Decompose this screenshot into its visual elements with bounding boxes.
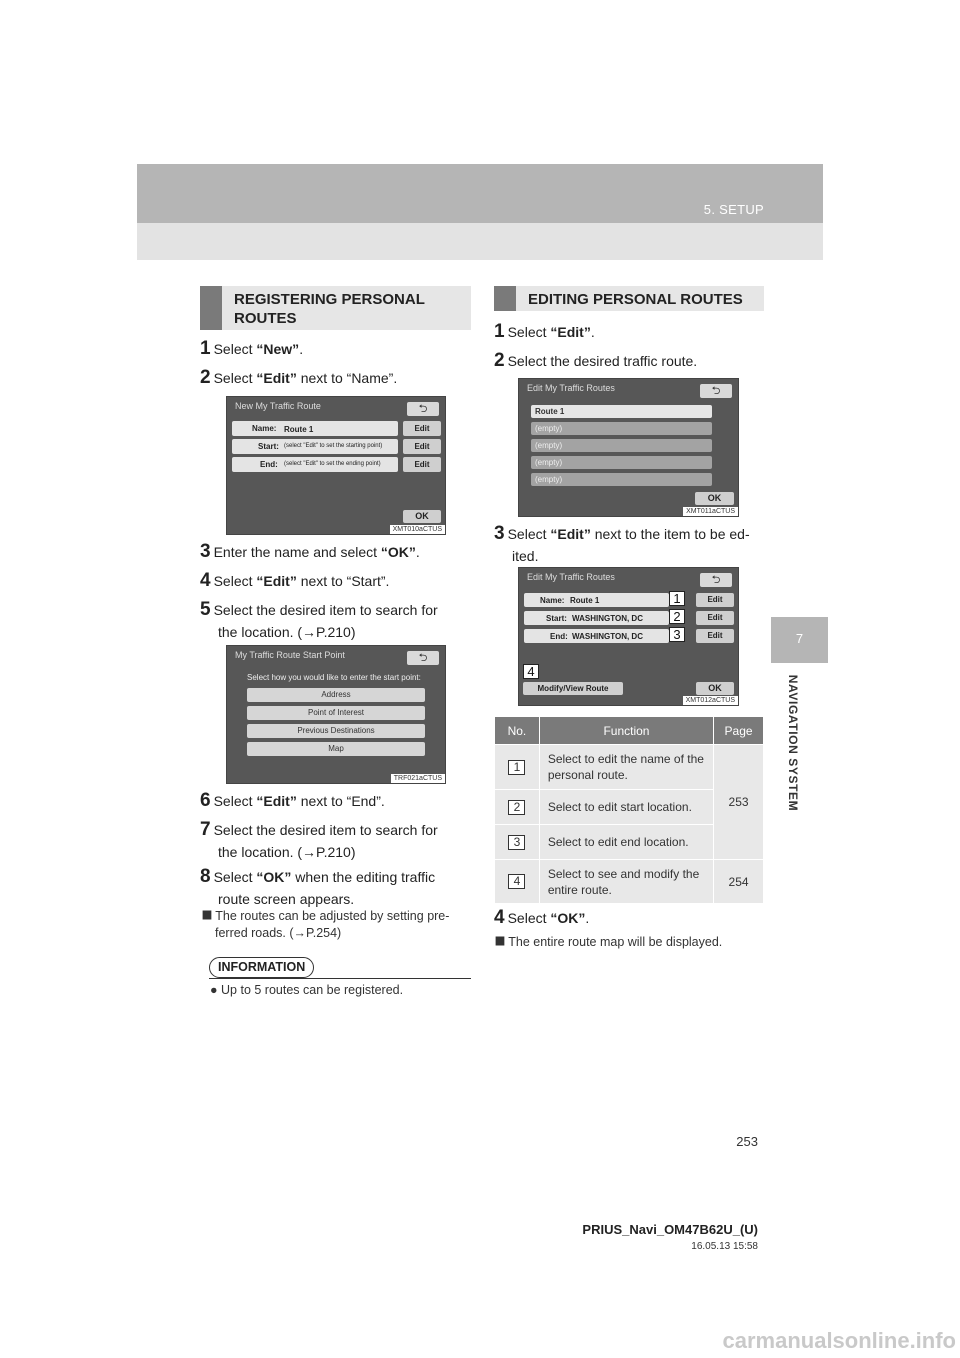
row-number-cell (495, 825, 540, 860)
row-value: WASHINGTON, DC (572, 632, 643, 641)
document-id: PRIUS_Navi_OM47B62U_(U) (582, 1222, 758, 1237)
left-step-5 (200, 599, 472, 643)
step-text: Select the desired item to search for (213, 602, 438, 618)
information-rule (209, 978, 471, 979)
watermark: carmanualsonline.info (722, 1328, 956, 1353)
step-text-end: next to “Name”. (296, 370, 398, 386)
table-header-row (495, 717, 764, 745)
row-value: Route 1 (570, 596, 600, 605)
bullet-text: The routes can be adjusted by setting pre- (215, 909, 450, 923)
row-label: Name: (252, 424, 277, 433)
row-value: (select "Edit" to set the starting point) (284, 443, 383, 449)
step-text-end: when the editing traffic (291, 869, 436, 885)
step-number: 2 (200, 367, 210, 388)
row-value: (select "Edit" to set the ending point) (284, 461, 381, 467)
left-step-1 (200, 338, 303, 360)
ok-button[interactable]: OK (695, 492, 734, 505)
start-row (232, 439, 398, 454)
step-text-end: next to “End”. (296, 793, 385, 809)
screenshot-edit-route-detail (518, 567, 739, 706)
step-text: Select (213, 573, 257, 589)
screen-title: My Traffic Route Start Point (235, 650, 345, 660)
row-page: 253 (714, 745, 764, 860)
left-step-3 (200, 541, 420, 563)
section-header-bar (494, 286, 516, 311)
name-edit-button[interactable]: Edit (696, 593, 734, 607)
col-function: Function (539, 717, 713, 745)
step-number: 8 (200, 866, 210, 887)
step-keyword: “Edit” (550, 324, 591, 340)
step-text: Select (507, 526, 551, 542)
image-code: XMT011aCTUS (683, 507, 738, 516)
name-row (524, 593, 669, 607)
section-header-line2: ROUTES (234, 310, 297, 327)
row-label: Start: (258, 442, 279, 451)
step-text: Select (213, 370, 257, 386)
row-number-cell (495, 745, 540, 790)
row-label: Name: (540, 596, 565, 605)
col-no: No. (495, 717, 540, 745)
row-function: Select to see and modify the entire route. (539, 860, 713, 904)
route-item-3[interactable]: (empty) (531, 439, 712, 452)
image-code: XMT010aCTUS (390, 525, 445, 534)
end-edit-button[interactable]: Edit (696, 629, 734, 643)
row-label: End: (550, 632, 568, 641)
table-row (495, 860, 764, 904)
image-code: XMT012aCTUS (683, 696, 738, 705)
section-header-editing (494, 286, 764, 311)
step-text: Select (507, 910, 551, 926)
step-keyword: “OK” (256, 869, 292, 885)
step-number: 5 (200, 599, 210, 620)
modify-view-route-button[interactable]: Modify/View Route (523, 682, 623, 695)
route-item-2[interactable]: (empty) (531, 422, 712, 435)
step-number: 1 (200, 338, 210, 359)
bullet-circle-icon: ● (210, 983, 222, 997)
step-continuation: the location. (→P.210) (218, 844, 356, 860)
start-edit-button[interactable]: Edit (403, 439, 441, 454)
row-number-cell (495, 790, 540, 825)
chapter-tab-text: NAVIGATION SYSTEM (786, 674, 800, 812)
information-label: INFORMATION (209, 957, 314, 978)
step-text: Select the desired item to search for (213, 822, 438, 838)
row-page: 254 (714, 860, 764, 904)
row-number: 1 (508, 760, 525, 775)
step-number: 4 (200, 570, 210, 591)
screenshot-new-traffic-route (226, 396, 446, 535)
screen-title: New My Traffic Route (235, 401, 321, 411)
route-item-1[interactable]: Route 1 (531, 405, 712, 418)
start-row (524, 611, 669, 625)
step-number: 4 (494, 907, 504, 928)
bullet-icon: ⯀ (202, 909, 216, 923)
information-text: Up to 5 routes can be registered. (221, 983, 404, 997)
callout-1: 1 (669, 591, 685, 606)
step-text: Enter the name and select (213, 544, 381, 560)
callout-4: 4 (523, 664, 539, 679)
image-code: TRF021aCTUS (391, 774, 445, 783)
information-item (210, 982, 403, 999)
back-icon[interactable]: ⮌ (700, 573, 732, 587)
row-number: 4 (508, 874, 525, 889)
step-text-end: next to “Start”. (296, 573, 390, 589)
name-row (232, 421, 398, 436)
ok-button[interactable]: OK (696, 682, 734, 695)
step-keyword: “OK” (380, 544, 416, 560)
step-number: 3 (200, 541, 210, 562)
right-step-4 (494, 907, 589, 929)
col-page: Page (714, 717, 764, 745)
step-text-end: . (585, 910, 590, 926)
step-continuation: the location. (→P.210) (218, 624, 356, 640)
screen-prompt: Select how you would like to enter the start point: (247, 673, 421, 682)
start-edit-button[interactable]: Edit (696, 611, 734, 625)
table-row (495, 745, 764, 790)
row-number: 3 (508, 835, 525, 850)
chapter-tab-number: 7 (771, 617, 828, 663)
row-value: WASHINGTON, DC (572, 614, 643, 623)
row-function: Select to edit end location. (539, 825, 713, 860)
step-keyword: “Edit” (550, 526, 591, 542)
step-text-end: . (590, 324, 595, 340)
step-number: 6 (200, 790, 210, 811)
screenshot-start-point (226, 645, 446, 784)
step-number: 1 (494, 321, 504, 342)
right-step-2 (494, 350, 697, 372)
row-number-cell (495, 860, 540, 904)
end-edit-button[interactable]: Edit (403, 457, 441, 472)
option-map[interactable]: Map (247, 742, 425, 756)
step-text: Select (507, 324, 551, 340)
ok-button[interactable]: OK (403, 510, 441, 523)
section-header-registering (200, 286, 471, 330)
step-text: Select (213, 341, 257, 357)
step-text-end: . (415, 544, 420, 560)
left-step-7 (200, 819, 472, 863)
header-subband (137, 223, 823, 260)
name-edit-button[interactable]: Edit (403, 421, 441, 436)
row-function: Select to edit start location. (539, 790, 713, 825)
row-value: Route 1 (284, 425, 314, 434)
step-number: 2 (494, 350, 504, 371)
row-function: Select to edit the name of the personal route. (539, 745, 713, 790)
option-previous-destinations[interactable]: Previous Destinations (247, 724, 425, 738)
row-label: End: (260, 460, 278, 469)
back-icon[interactable]: ⮌ (700, 384, 732, 398)
row-number: 2 (508, 800, 525, 815)
step-text: Select (213, 869, 257, 885)
step-text-end: next to the item to be ed- (590, 526, 750, 542)
left-step-8 (200, 866, 472, 910)
screen-title: Edit My Traffic Routes (527, 572, 615, 582)
right-step-3 (494, 523, 766, 567)
section-header-line1: REGISTERING PERSONAL (234, 291, 425, 308)
left-bullet (202, 908, 474, 942)
step-continuation: ited. (512, 548, 539, 564)
screenshot-edit-routes-list (518, 378, 739, 517)
left-step-2 (200, 367, 397, 389)
step-keyword: “Edit” (256, 370, 297, 386)
option-address[interactable]: Address (247, 688, 425, 702)
section-header-bar (200, 286, 222, 330)
back-icon[interactable]: ⮌ (407, 651, 439, 665)
screen-title: Edit My Traffic Routes (527, 383, 615, 393)
option-point-of-interest[interactable]: Point of Interest (247, 706, 425, 720)
bullet-icon: ⯀ (495, 935, 509, 949)
end-row (232, 457, 398, 472)
route-item-5[interactable]: (empty) (531, 473, 712, 486)
step-text: Select the desired traffic route. (507, 353, 698, 369)
callout-3: 3 (669, 627, 685, 642)
step-number: 7 (200, 819, 210, 840)
section-title: 5. SETUP (703, 202, 764, 217)
left-step-4 (200, 570, 389, 592)
row-label: Start: (546, 614, 567, 623)
step-keyword: “New” (256, 341, 300, 357)
bullet-text: The entire route map will be displayed. (508, 935, 723, 949)
step-keyword: “OK” (550, 910, 586, 926)
chapter-tab-label (783, 668, 803, 818)
route-item-4[interactable]: (empty) (531, 456, 712, 469)
step-keyword: “Edit” (256, 573, 297, 589)
bullet-text-cont: ferred roads. (→P.254) (215, 926, 342, 940)
section-header-text: EDITING PERSONAL ROUTES (528, 291, 743, 308)
end-row (524, 629, 669, 643)
right-bullet (495, 934, 722, 951)
step-text-end: . (299, 341, 304, 357)
callout-2: 2 (669, 609, 685, 624)
step-text: Select (213, 793, 257, 809)
step-keyword: “Edit” (256, 793, 297, 809)
step-number: 3 (494, 523, 504, 544)
back-icon[interactable]: ⮌ (407, 402, 439, 416)
function-table (494, 716, 764, 904)
right-step-1 (494, 321, 595, 343)
page-number: 253 (736, 1134, 758, 1149)
left-step-6 (200, 790, 385, 812)
print-date: 16.05.13 15:58 (691, 1241, 758, 1252)
step-continuation: route screen appears. (218, 891, 355, 907)
